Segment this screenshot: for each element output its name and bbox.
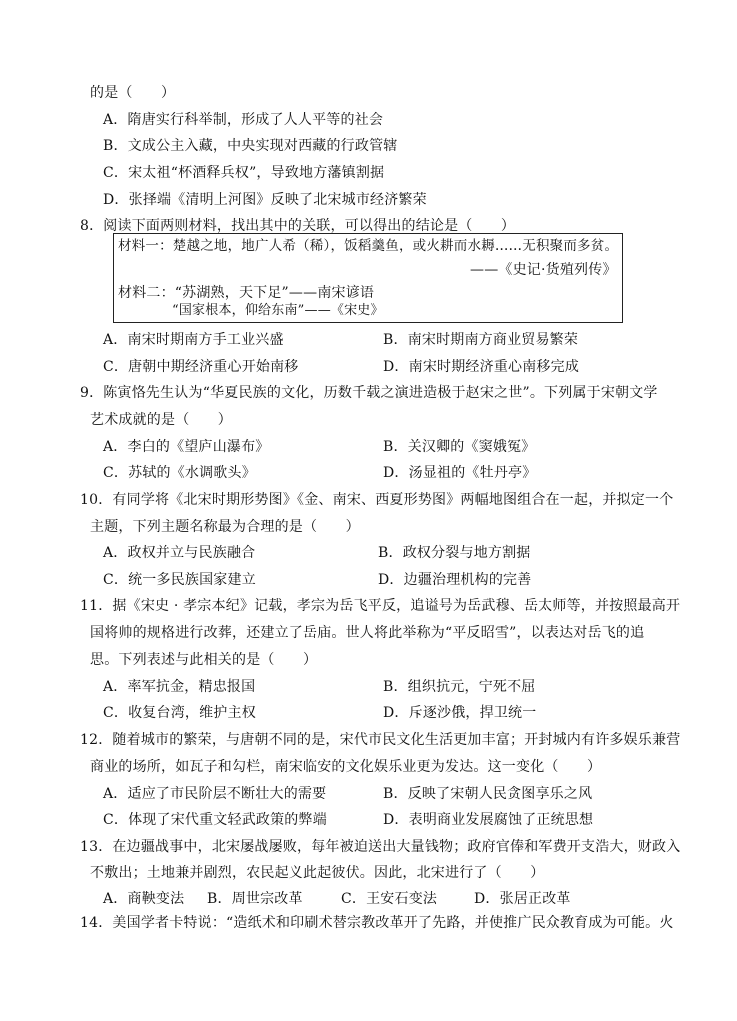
q13-stem-line1: 13．在边疆战事中，北宋屡战屡败，每年被迫送出大量钱物；政府官俸和军费开支浩大，财政入: [80, 839, 681, 855]
q10-stem-line1: 10．有同学将《北宋时期形势图》《金、南宋、西夏形势图》两幅地图组合在一起，并拟定一个: [80, 492, 674, 508]
q10-option-d: D．边疆治理机构的完善: [378, 572, 532, 588]
q12-option-d: D．表明商业发展腐蚀了正统思想: [383, 812, 594, 828]
q12-stem-line2: 商业的场所，如瓦子和勾栏，南宋临安的文化娱乐业更为发达。这一变化（ ）: [90, 759, 602, 775]
q8-material-2-quote: “国家根本，仰给东南”——《宋史》: [172, 303, 384, 318]
q13-option-b: B．周世宗改革: [207, 891, 303, 907]
q7-stem-tail: 的是（ ）: [90, 85, 176, 101]
q9-option-b: B．关汉卿的《窦娥冤》: [383, 439, 536, 455]
q13-option-a: A．商鞅变法: [103, 891, 185, 907]
q12-option-b: B．反映了宋朝人民贪图享乐之风: [383, 786, 593, 802]
q11-stem-line3: 思。下列表述与此相关的是（ ）: [90, 652, 318, 668]
q9-option-c: C．苏轼的《水调歌头》: [103, 465, 256, 481]
q13-option-d: D．张居正改革: [474, 891, 571, 907]
q11-stem-line2: 国将帅的规格进行改葬，还建立了岳庙。世人将此举称为“平反昭雪”，以表达对岳飞的追: [90, 625, 645, 641]
q7-option-d: D．张择端《清明上河图》反映了北宋城市经济繁荣: [103, 192, 427, 208]
q13-option-c: C．王安石变法: [341, 891, 438, 907]
q10-option-c: C．统一多民族国家建立: [103, 572, 256, 588]
q11-stem-line1: 11．据《宋史 · 孝宗本纪》记载，孝宗为岳飞平反，追谥号为岳武穆、岳太师等，并按照最高开: [80, 598, 681, 614]
q12-option-a: A．适应了市民阶层不断壮大的需要: [103, 786, 327, 802]
q8-material-2: 材料二：“苏湖熟，天下足”——南宋谚语: [118, 285, 375, 301]
q10-option-b: B．政权分裂与地方割据: [378, 545, 531, 561]
q10-stem-line2: 主题，下列主题名称最为合理的是（ ）: [90, 519, 360, 535]
q12-option-c: C．体现了宋代重文轻武政策的弊端: [103, 812, 327, 828]
q13-stem-line2: 不敷出；土地兼并剧烈，农民起义此起彼伏。因此，北宋进行了（ ）: [90, 865, 545, 881]
q9-stem-line2: 艺术成就的是（ ）: [90, 412, 232, 428]
q8-option-a: A．南宋时期南方手工业兴盛: [103, 332, 284, 348]
q7-option-c: C．宋太祖“杯酒释兵权”，导致地方藩镇割据: [103, 165, 385, 181]
q9-stem-line1: 9．陈寅恪先生认为“华夏民族的文化，历数千载之演进造极于赵宋之世”。下列属于宋朝文学: [80, 385, 658, 401]
q10-option-a: A．政权并立与民族融合: [103, 545, 256, 561]
q8-material-1: 材料一：楚越之地，地广人希（稀），饭稻羹鱼，或火耕而水耨……无积聚而多贫。: [118, 238, 619, 254]
q12-stem-line1: 12．随着城市的繁荣，与唐朝不同的是，宋代市民文化生活更加丰富；开封城内有许多娱乐兼营: [80, 732, 681, 748]
q11-option-c: C．收复台湾，维护主权: [103, 705, 256, 721]
q7-option-a: A．隋唐实行科举制，形成了人人平等的社会: [103, 112, 384, 128]
q8-option-c: C．唐朝中期经济重心开始南移: [103, 359, 299, 375]
q11-option-d: D．斥逐沙俄，捍卫统一: [383, 705, 537, 721]
q14-stem-line1: 14．美国学者卡特说：“造纸术和印刷术替宗教改革开了先路，并使推广民众教育成为可能。火: [80, 915, 674, 931]
q8-option-d: D．南宋时期经济重心南移完成: [383, 359, 580, 375]
q8-material-1-source: ——《史记·货殖列传》: [470, 262, 617, 278]
q8-stem: 8．阅读下面两则材料，找出其中的关联，可以得出的结论是（ ）: [80, 218, 516, 234]
q11-option-b: B．组织抗元，宁死不屈: [383, 679, 536, 695]
q11-option-a: A．率军抗金，精忠报国: [103, 679, 256, 695]
q8-option-b: B．南宋时期南方商业贸易繁荣: [383, 332, 579, 348]
q9-option-d: D．汤显祖的《牡丹亭》: [383, 465, 537, 481]
q9-option-a: A．李白的《望庐山瀑布》: [103, 439, 270, 455]
q7-option-b: B．文成公主入藏，中央实现对西藏的行政管辖: [103, 138, 398, 154]
